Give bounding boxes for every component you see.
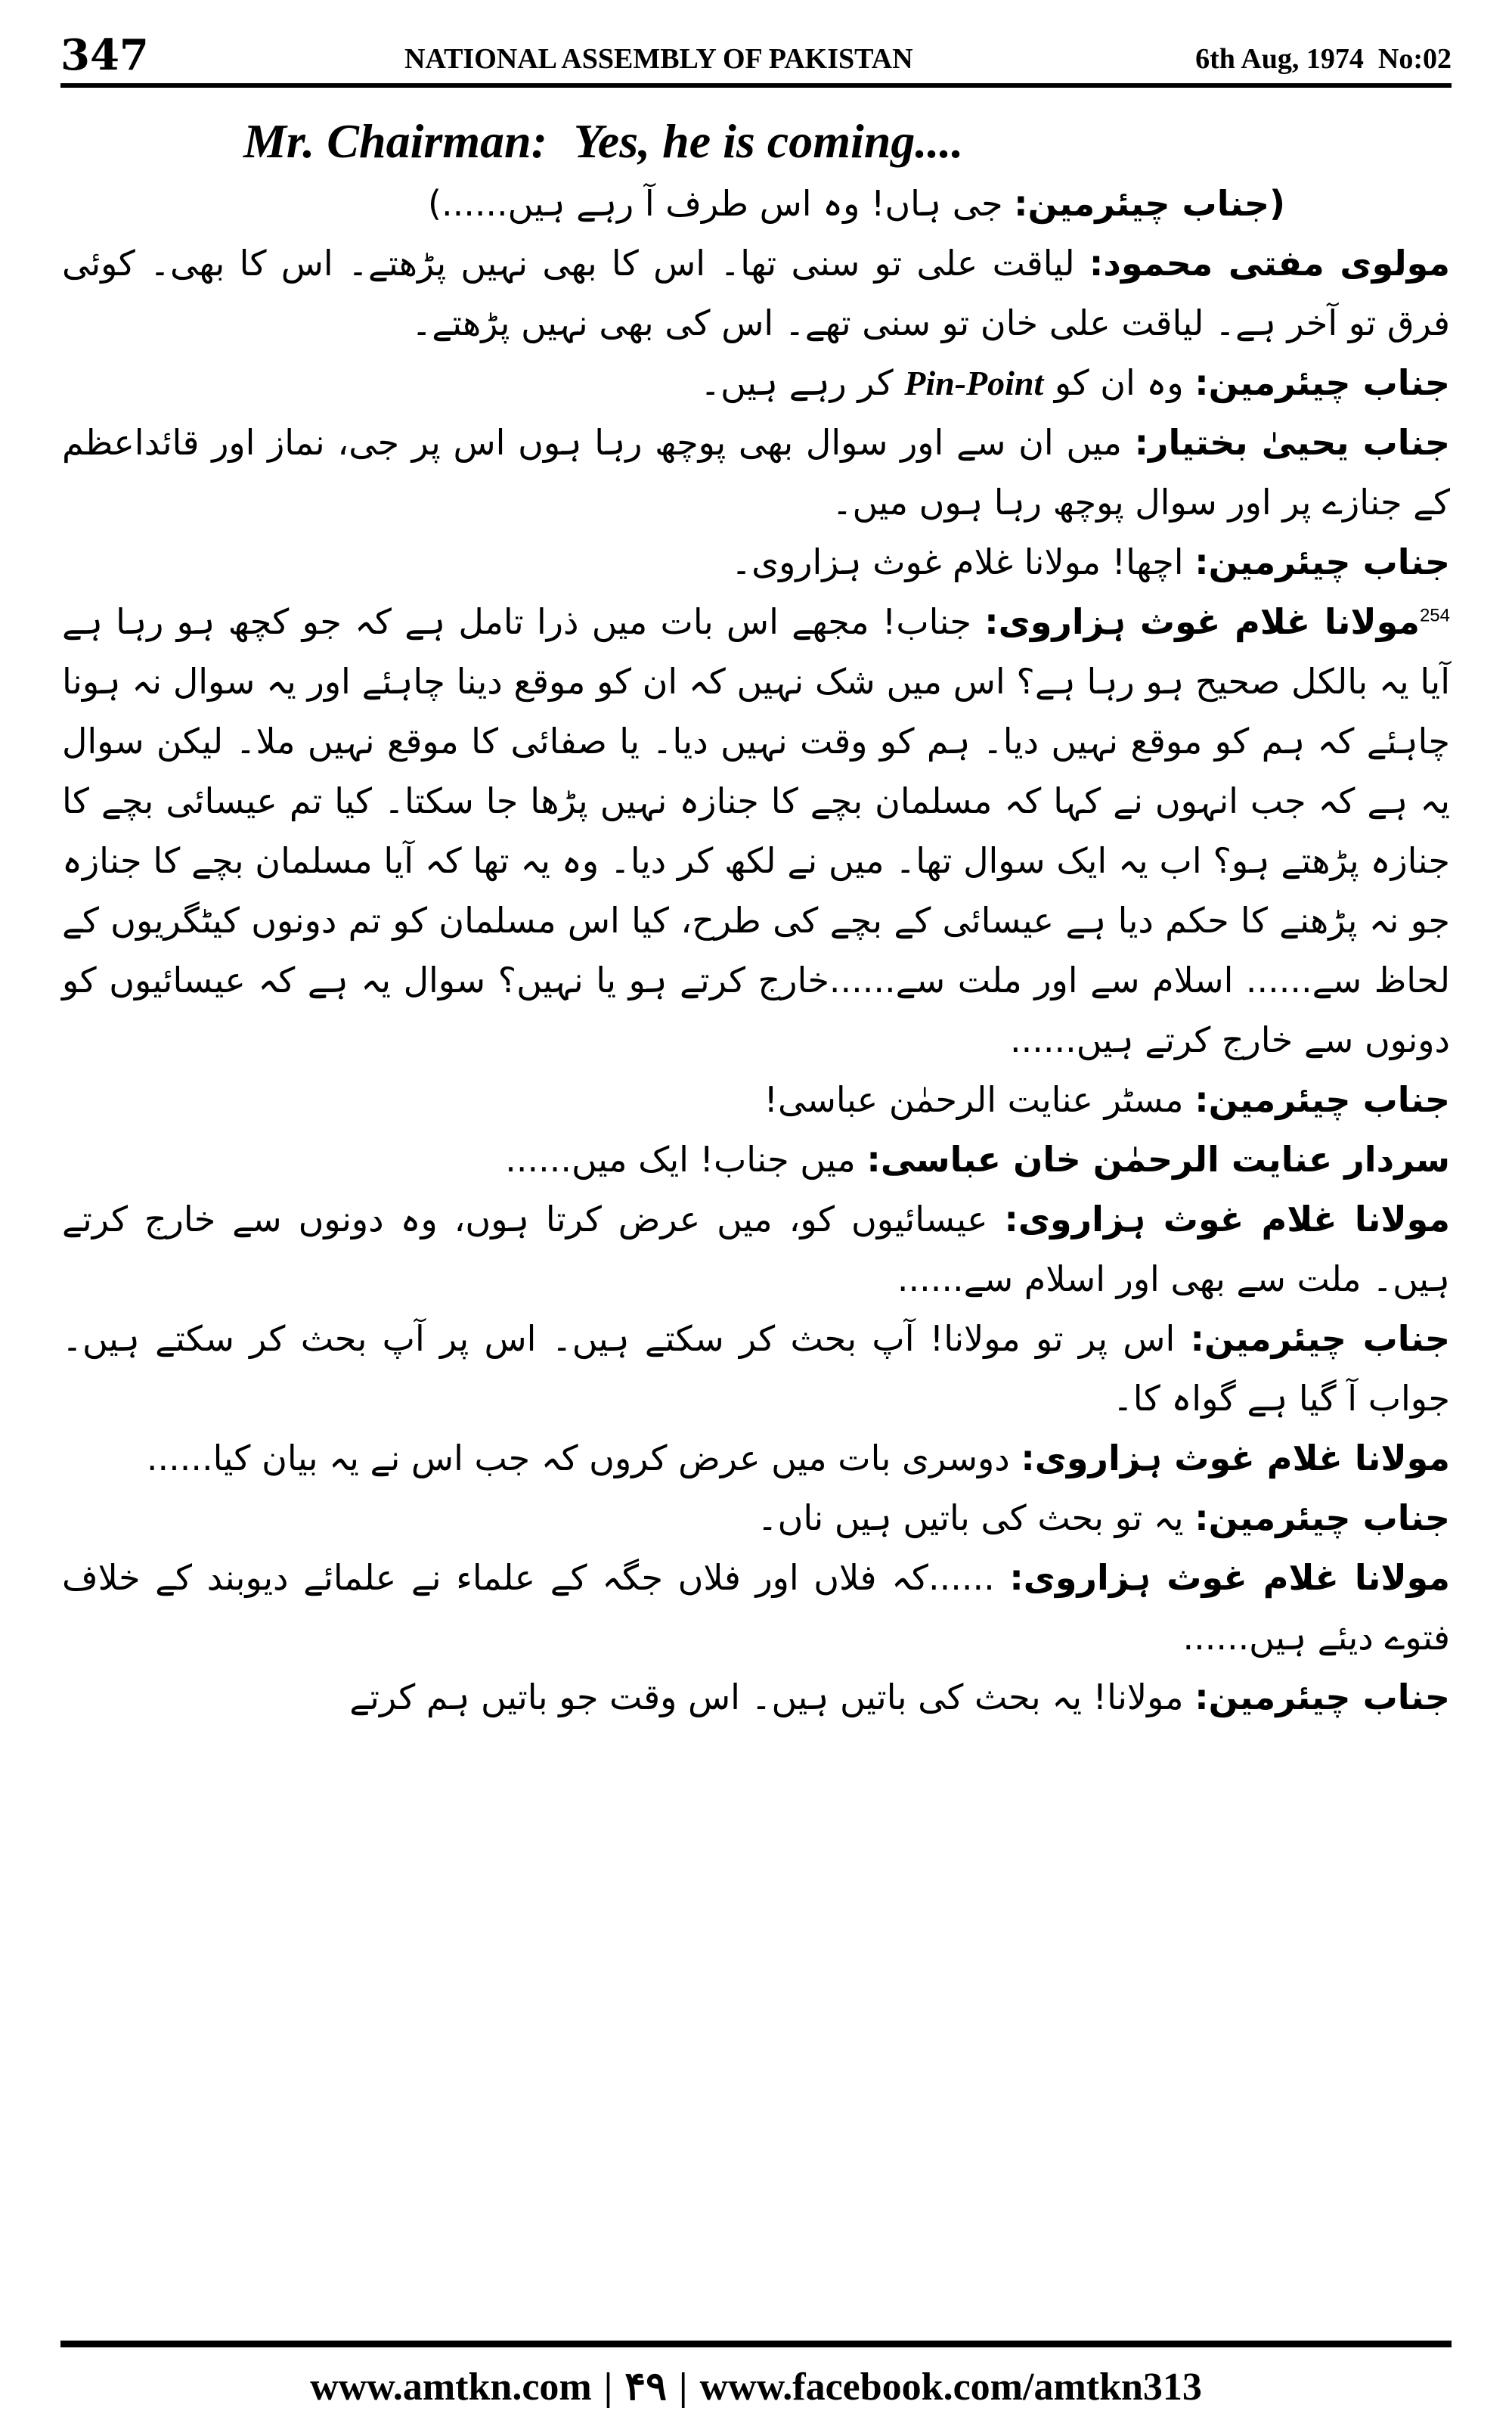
- speaker-name: جناب چیئرمین:: [1194, 1079, 1450, 1120]
- transcript-body: [62, 113, 1450, 1727]
- speaker-name: (جناب چیئرمین:: [1014, 183, 1285, 224]
- speaker-name: جناب چیئرمین:: [1194, 1497, 1450, 1538]
- speech-text-after: کر رہے ہیں۔: [700, 362, 894, 403]
- speech-text: اچھا! مولانا غلام غوث ہزاروی۔: [731, 541, 1184, 582]
- entry-13: [62, 1668, 1450, 1727]
- date-text: 6th Aug, 1974: [1195, 43, 1364, 75]
- session-date: [1195, 42, 1452, 76]
- entry-10: [62, 1429, 1450, 1488]
- speech-text: مسٹر عنایت الرحمٰن عباسی!: [764, 1079, 1184, 1120]
- speech-text: عیسائیوں کو، میں عرض کرتا ہوں، وہ دونوں سے خارج کرتے ہیں۔ ملت سے بھی اور اسلام سے......: [62, 1199, 1450, 1299]
- entry-5: [62, 592, 1450, 1070]
- latin-term: Pin-Point: [904, 364, 1044, 402]
- speech-text: جی ہاں! وہ اس طرف آ رہے ہیں......): [428, 183, 1003, 224]
- speaker-name: جناب چیئرمین:: [1194, 362, 1450, 403]
- speech-text-before: وہ ان کو: [1054, 362, 1184, 403]
- entry-4: [62, 532, 1450, 592]
- publication-title: NATIONAL ASSEMBLY OF PAKISTAN: [404, 43, 913, 75]
- speaker-name: جناب چیئرمین:: [1190, 1318, 1451, 1359]
- entry-1: [62, 234, 1450, 353]
- speaker-name: جناب یحییٰ بختیار:: [1134, 422, 1451, 463]
- website-link[interactable]: www.amtkn.com: [310, 2365, 592, 2409]
- speaker-name: مولانا غلام غوث ہزاروی:: [1021, 1438, 1450, 1478]
- speech-text: ......کہ فلاں اور فلاں جگہ کے علماء نے علمائے دیوبند کے خلاف فتوے دیئے ہیں......: [62, 1557, 1450, 1658]
- speech-text: مولانا! یہ بحث کی باتیں ہیں۔ اس وقت جو باتیں ہم کرتے: [349, 1677, 1184, 1717]
- speech-text: یہ تو بحث کی باتیں ہیں ناں۔: [757, 1497, 1184, 1538]
- speaker-name: جناب چیئرمین:: [1194, 541, 1450, 582]
- entry-9: [62, 1309, 1450, 1429]
- issue-number: No:02: [1377, 43, 1452, 75]
- speech-text: لیاقت علی تو سنی تھا۔ اس کا بھی نہیں پڑھتے۔ اس کا بھی۔ کوئی فرق تو آخر ہے۔ لیاقت علی خان تو سنی تھے۔ اس کی بھی نہیں پڑھتے۔: [62, 243, 1450, 343]
- page-footer: [60, 2341, 1452, 2423]
- speaker-name: مولوی مفتی محمود:: [1089, 243, 1450, 284]
- footer-page-marker: ۴۹: [624, 2366, 668, 2409]
- entry-12: [62, 1548, 1450, 1668]
- entry-2: [62, 353, 1450, 413]
- speaker-name: مولانا غلام غوث ہزاروی:: [1009, 1557, 1450, 1598]
- page-header: [60, 30, 1452, 88]
- speech-text: جناب! مجھے اس بات میں ذرا تامل ہے کہ جو کچھ ہو رہا ہے آیا یہ بالکل صحیح ہو رہا ہے؟ اس میں شک نہیں کہ ان کو موقع دینا چاہئے اور یہ سوال نہ ہونا چاہئے کہ ہم کو موقع نہیں دیا۔ ہم کو وقت نہیں دیا۔ یا صفائی کا موقع نہیں ملا۔ لیکن سوال یہ ہے کہ جب انہوں نے کہا کہ مسلمان بچے کا جنازہ نہیں پڑھا جا سکتا۔ کیا تم عیسائی بچے کا جنازہ پڑھتے ہو؟ اب یہ ایک سوال تھا۔ میں نے لکھ کر دیا۔ وہ یہ تھا کہ آیا مسلمان بچے کا جنازہ جو نہ پڑھنے کا حکم دیا ہے عیسائی کے بچے کی طرح، کیا اس مسلمان کو تم دونوں کیٹگریوں کے لحاظ سے...... اسلام سے اور ملت سے......خارج کرتے ہو یا نہیں؟ سوال یہ ہے کہ عیسائیوں کو دونوں سے خارج کرتے ہیں......: [62, 601, 1450, 1060]
- entry-7: [62, 1130, 1450, 1190]
- footer-separator: |: [603, 2365, 613, 2409]
- entry-3: [62, 413, 1450, 532]
- speaker-name: جناب چیئرمین:: [1194, 1677, 1450, 1717]
- english-speaker: Mr. Chairman:: [243, 114, 547, 168]
- speech-text: دوسری بات میں عرض کروں کہ جب اس نے یہ بیان کیا......: [146, 1438, 1010, 1478]
- entry-8: [62, 1190, 1450, 1309]
- speech-text: اس پر تو مولانا! آپ بحث کر سکتے ہیں۔ اس پر آپ بحث کر سکتے ہیں۔ جواب آ گیا ہے گواہ کا۔: [62, 1318, 1450, 1419]
- entry-6: [62, 1070, 1450, 1130]
- footnote-marker: 254: [1419, 605, 1450, 626]
- speech-text: میں جناب! ایک میں......: [505, 1139, 856, 1180]
- entry-0: [62, 174, 1450, 234]
- speech-text: میں ان سے اور سوال بھی پوچھ رہا ہوں اس پر جی، نماز اور قائداعظم کے جنازے پر اور سوال پوچھ رہا ہوں میں۔: [62, 422, 1450, 523]
- footer-links: [60, 2364, 1452, 2409]
- entry-11: [62, 1488, 1450, 1548]
- footer-separator: |: [679, 2365, 688, 2409]
- page-number: 347: [60, 30, 149, 80]
- facebook-link[interactable]: www.facebook.com/amtkn313: [699, 2365, 1202, 2409]
- speaker-name: سردار عنایت الرحمٰن خان عباسی:: [866, 1139, 1450, 1180]
- speaker-name: مولانا غلام غوث ہزاروی:: [1004, 1199, 1450, 1239]
- speaker-name: مولانا غلام غوث ہزاروی:: [984, 601, 1420, 642]
- english-line: [243, 113, 1450, 169]
- english-text: Yes, he is coming....: [573, 114, 964, 168]
